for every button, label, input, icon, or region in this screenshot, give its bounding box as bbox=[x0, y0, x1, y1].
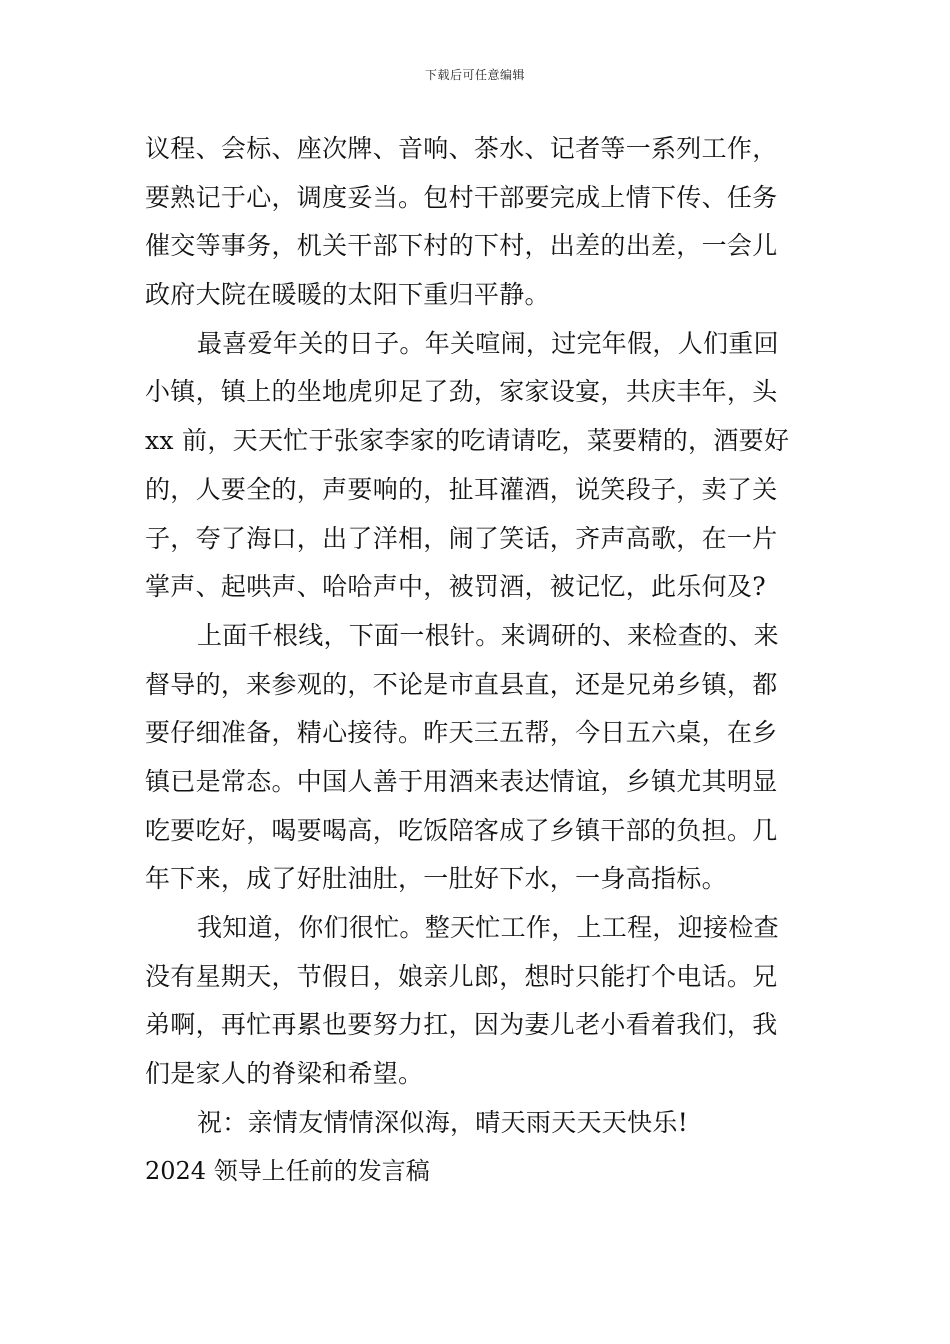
text-line: 祝：亲情友情情深似海，晴天雨天天天快乐! bbox=[197, 1107, 689, 1137]
paragraph-5 bbox=[145, 1099, 810, 1148]
text-line: 要熟记于心，调度妥当。包村干部要完成上情下传、任务 bbox=[145, 182, 778, 212]
text-line: 上面千根线，下面一根针。来调研的、来检查的、来 bbox=[197, 620, 779, 650]
text-line: 政府大院在暖暖的太阳下重归平静。 bbox=[145, 280, 550, 310]
text-line: 催交等事务，机关干部下村的下村，出差的出差，一会儿 bbox=[145, 231, 778, 261]
text-line: 最喜爱年关的日子。年关喧闹，过完年假，人们重回 bbox=[197, 328, 779, 358]
paragraph-3 bbox=[145, 612, 810, 904]
text-line: 要仔细准备，精心接待。昨天三五帮，今日五六桌，在乡 bbox=[145, 718, 778, 748]
text-line: 的，人要全的，声要响的，扯耳灌酒，说笑段子，卖了关 bbox=[145, 474, 778, 504]
text-line: 子，夸了海口，出了洋相，闹了笑话，齐声高歌，在一片 bbox=[145, 523, 778, 553]
paragraph-1 bbox=[145, 125, 810, 320]
text-line: 弟啊，再忙再累也要努力扛，因为妻儿老小看着我们，我 bbox=[145, 1010, 778, 1040]
paragraph-4 bbox=[145, 904, 810, 1099]
text-line: xx 前，天天忙于张家李家的吃请请吃，菜要精的，酒要好 bbox=[145, 426, 790, 456]
section-title: 2024 领导上任前的发言稿 bbox=[145, 1157, 430, 1186]
text-line: 我知道，你们很忙。整天忙工作，上工程，迎接检查 bbox=[197, 913, 779, 942]
text-line: 吃要吃好，喝要喝高，吃饭陪客成了乡镇干部的负担。几 bbox=[145, 815, 778, 845]
page-header: 下载后可任意编辑 bbox=[424, 68, 525, 82]
text-line: 们是家人的脊梁和希望。 bbox=[145, 1059, 424, 1089]
text-line: 议程、会标、座次牌、音响、茶水、记者等一系列工作， bbox=[145, 134, 778, 163]
text-line: 镇已是常态。中国人善于用酒来表达情谊，乡镇尤其明显 bbox=[145, 766, 778, 796]
text-line: 没有星期天，节假日，娘亲儿郎，想时只能打个电话。兄 bbox=[145, 961, 778, 991]
text-line: 年下来，成了好肚油肚，一肚好下水，一身高指标。 bbox=[145, 864, 727, 894]
document-body bbox=[145, 125, 810, 1196]
text-line: 小镇，镇上的坐地虎卯足了劲，家家设宴，共庆丰年，头 bbox=[145, 377, 778, 407]
text-line: 督导的，来参观的，不论是市直县直，还是兄弟乡镇，都 bbox=[145, 669, 778, 699]
paragraph-2 bbox=[145, 320, 810, 612]
text-line: 掌声、起哄声、哈哈声中，被罚酒，被记忆，此乐何及? bbox=[145, 572, 766, 602]
